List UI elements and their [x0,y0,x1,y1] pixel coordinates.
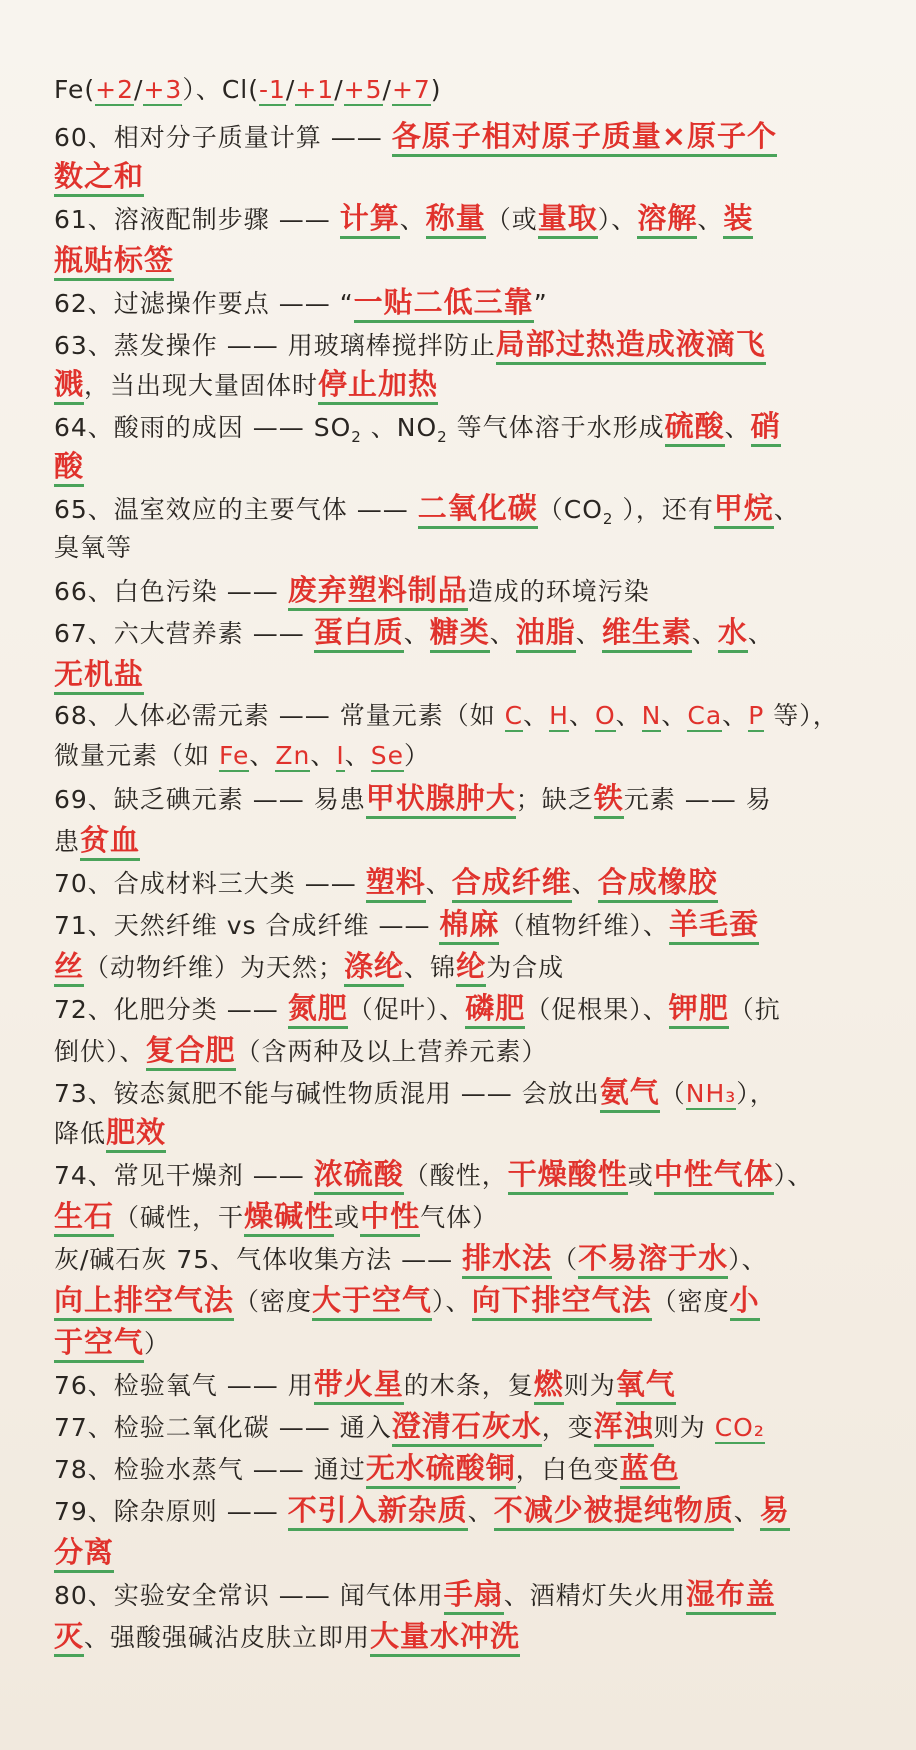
text-segment: 68、人体必需元素 —— 常量元素（如 [54,701,505,730]
text-segment: ，当出现大量固体时 [84,371,319,400]
chemical-term: +1 [295,75,335,104]
note-line [54,488,876,533]
note-line [54,528,876,568]
highlighted-term: 瓶贴标签 [54,243,174,281]
note-line [54,1154,876,1196]
text-segment: 或 [627,1161,654,1190]
highlighted-term: 澄清石灰水 [392,1409,542,1447]
highlighted-term: 排水法 [462,1241,552,1279]
text-segment: 、 [747,619,774,648]
text-segment: 71、天然纤维 vs 合成纤维 —— [54,911,440,940]
text-segment: 77、检验二氧化碳 —— 通入 [54,1413,392,1442]
highlighted-term: 大量水冲洗 [370,1619,520,1657]
text-segment: 62、过滤操作要点 —— “ [54,289,354,318]
text-segment: 微量元素（如 [54,741,219,770]
highlighted-term: 钾肥 [669,991,729,1029]
text-segment: （碱性，干 [114,1203,245,1232]
highlighted-term: 一贴二低三靠 [354,285,534,323]
text-segment: 则为 [563,1371,616,1400]
text-segment: ）， [736,1079,776,1108]
highlighted-term: 燃 [534,1367,564,1405]
text-segment: 等气体溶于水形成 [447,413,665,442]
text-segment: 61、溶液配制步骤 —— [54,205,340,234]
chemical-term: N [641,701,662,730]
text-segment: / [334,75,344,104]
highlighted-term: 不减少被提纯物质 [494,1493,734,1531]
highlighted-term: 铁 [594,781,624,819]
chemical-term: Se [370,741,405,770]
text-segment: / [382,75,392,104]
text-segment: 、 [344,741,371,770]
highlighted-term: 水 [718,615,748,653]
text-segment: ），还有 [613,495,714,524]
highlighted-term: 棉麻 [439,907,499,945]
text-segment: 元素 —— 易 [623,785,772,814]
highlighted-term: 大于空气 [312,1283,432,1321]
text-segment: 降低 [54,1119,107,1148]
text-segment: 78、检验水蒸气 —— 通过 [54,1455,366,1484]
chemical-term: -1 [258,75,286,104]
highlighted-term: 蛋白质 [314,615,404,653]
text-segment: 气体） [420,1203,499,1232]
text-segment: 为合成 [486,953,565,982]
text-segment: 、 [467,1497,494,1526]
text-segment: / [285,75,296,104]
note-line [54,904,876,946]
text-segment: ）、 [728,1245,768,1274]
highlighted-term: 向下排空气法 [472,1283,652,1321]
chemical-term: +2 [95,75,135,104]
highlighted-term: 溅 [54,367,84,405]
text-segment: 、锦 [404,953,457,982]
highlighted-term: 磷肥 [465,991,525,1029]
text-segment: （促叶）、 [347,995,466,1024]
note-line [54,198,876,240]
note-line [54,988,876,1030]
chemical-term: O [594,701,616,730]
highlighted-term: 数之和 [54,159,144,197]
highlighted-term: 涤纶 [344,949,404,987]
highlighted-term: 湿布盖 [686,1577,776,1615]
highlighted-term: 灭 [54,1619,84,1657]
text-segment: ；缺乏 [515,785,594,814]
text-segment: 、 [722,701,749,730]
chemical-term: Fe [218,741,250,770]
text-segment: （ [659,1079,686,1108]
highlighted-term: 酸 [54,449,84,487]
highlighted-term: 局部过热造成液滴飞 [496,327,766,365]
highlighted-term: 蓝色 [620,1451,680,1489]
note-line [54,406,876,451]
text-segment: （动物纤维）为天然； [84,953,345,982]
text-segment: 、 [403,619,430,648]
text-segment: 70、合成材料三大类 —— [54,869,366,898]
text-segment: 76、检验氧气 —— 用 [54,1371,314,1400]
highlighted-term: 无水硫酸铜 [366,1451,516,1489]
highlighted-term: 无机盐 [54,657,144,695]
note-line [54,446,876,488]
note-line [54,736,876,776]
note-line [54,1196,876,1238]
note-line [54,570,876,612]
chemical-term: H [549,701,569,730]
note-line [54,862,876,904]
highlighted-term: 装 [723,201,753,239]
highlighted-term: 手扇 [444,1577,504,1615]
highlighted-term: 硝 [751,409,781,447]
text-segment: 65、温室效应的主要气体 —— [54,495,418,524]
note-line [54,1490,876,1532]
highlighted-term: 生石 [54,1199,114,1237]
text-segment: 79、除杂原则 —— [54,1497,288,1526]
note-line [54,324,876,366]
highlighted-term: 不易溶于水 [578,1241,728,1279]
text-segment: （密度 [234,1287,313,1316]
text-segment: （抗 [728,995,781,1024]
highlighted-term: 带火星 [314,1367,404,1405]
chemical-term: +5 [343,75,383,104]
highlighted-term: 中性气体 [654,1157,774,1195]
text-segment: 66、白色污染 —— [54,577,288,606]
text-segment: 、 [310,741,337,770]
chemical-term: Zn [275,741,311,770]
highlighted-term: 合成橡胶 [598,865,718,903]
highlighted-term: 量取 [538,201,598,239]
note-line [54,612,876,654]
highlighted-term: 浑浊 [594,1409,654,1447]
subscript: 2 [437,428,448,446]
highlighted-term: 小 [730,1283,760,1321]
text-segment: （密度 [651,1287,730,1316]
note-line [54,1406,876,1448]
text-segment: 、 [733,1497,760,1526]
subscript: 2 [351,428,362,446]
text-segment: ） [404,741,431,770]
highlighted-term: 氨气 [600,1075,660,1113]
chemical-term: +3 [143,75,183,104]
text-segment: 、 [773,495,800,524]
text-segment: 、 [399,205,426,234]
highlighted-term: 不引入新杂质 [288,1493,468,1531]
chemical-term: +7 [391,75,431,104]
highlighted-term: 甲烷 [714,491,774,529]
text-segment: 、酒精灯失火用 [503,1581,686,1610]
chemical-term: C [504,701,524,730]
note-line [54,1280,876,1322]
text-segment: ) [430,75,442,104]
text-segment: （ [552,1245,579,1274]
note-line [54,1574,876,1616]
note-line [54,1448,876,1490]
text-segment: ）、 [773,1161,814,1190]
highlighted-term: 停止加热 [318,367,438,405]
chemical-term: CO₂ [714,1413,765,1442]
highlighted-term: 干燥酸性 [508,1157,628,1195]
text-segment: ）、Cl( [182,75,259,104]
note-line [54,778,876,820]
text-segment: ）、 [597,205,638,234]
text-segment: （植物纤维）、 [499,911,669,940]
note-line [54,364,876,406]
note-line [54,1112,876,1154]
text-segment: 倒伏）、 [54,1037,146,1066]
subscript: 2 [602,510,614,528]
text-segment: ” [533,289,548,318]
chemical-term: Ca [687,701,723,730]
highlighted-term: 丝 [54,949,84,987]
text-segment: （含两种及以上营养元素） [235,1037,548,1066]
chemical-term: I [336,741,345,770]
text-segment: （CO [537,495,603,524]
highlighted-term: 羊毛蚕 [669,907,759,945]
note-line [54,1238,876,1280]
text-segment: 80、实验安全常识 —— 闻气体用 [54,1581,444,1610]
text-segment: 、 [691,619,718,648]
highlighted-term: 于空气 [54,1325,144,1363]
text-segment: 、 [489,619,516,648]
text-segment: 患 [54,827,81,856]
highlighted-term: 甲状腺肿大 [366,781,516,819]
text-segment: 、 [571,869,598,898]
text-segment: 73、铵态氮肥不能与碱性物质混用 —— 会放出 [54,1079,600,1108]
highlighted-term: 废弃塑料制品 [288,573,468,611]
text-segment: 、强酸强碱沾皮肤立即用 [84,1623,371,1652]
highlighted-term: 塑料 [366,865,426,903]
highlighted-term: 油脂 [516,615,576,653]
note-line [54,156,876,198]
text-segment: 74、常见干燥剂 —— [54,1161,314,1190]
text-segment: 、 [724,413,751,442]
note-line [54,696,876,736]
note-line [54,654,876,696]
highlighted-term: 氧气 [616,1367,676,1405]
text-segment: 、 [425,869,452,898]
text-segment: （或 [485,205,538,234]
text-segment: 造成的环境污染 [467,577,650,606]
highlighted-term: 合成纤维 [452,865,572,903]
text-segment: 63、蒸发操作 —— 用玻璃棒搅拌防止 [54,331,496,360]
note-line [54,282,876,324]
text-segment: 、 [661,701,688,730]
text-segment: 臭氧等 [54,533,133,562]
text-segment: 、 [697,205,724,234]
highlighted-term: 燥碱性 [244,1199,334,1237]
text-segment: 、 [249,741,276,770]
text-segment: 、NO [361,413,438,442]
note-line [54,820,876,862]
text-segment: 灰/碱石灰 75、气体收集方法 —— [54,1245,463,1274]
highlighted-term: 二氧化碳 [418,491,538,529]
highlighted-term: 分离 [54,1535,114,1573]
highlighted-term: 糖类 [430,615,490,653]
text-segment: ） [144,1329,171,1358]
text-segment: 、 [575,619,602,648]
highlighted-term: 称量 [426,201,486,239]
chemical-term: P [748,701,765,730]
highlighted-term: 向上排空气法 [54,1283,234,1321]
text-segment: 72、化肥分类 —— [54,995,288,1024]
note-line [54,1364,876,1406]
text-segment: 67、六大营养素 —— [54,619,314,648]
highlighted-term: 氮肥 [288,991,348,1029]
text-segment: 或 [334,1203,361,1232]
highlighted-term: 溶解 [637,201,697,239]
text-segment: 69、缺乏碘元素 —— 易患 [54,785,366,814]
text-segment: 、 [523,701,550,730]
highlighted-term: 中性 [360,1199,420,1237]
text-segment: 64、酸雨的成因 —— SO [54,413,352,442]
text-segment: ）、 [432,1287,472,1316]
note-line [54,240,876,282]
highlighted-term: 肥效 [106,1115,166,1153]
note-line [54,1532,876,1574]
highlighted-term: 各原子相对原子质量×原子个 [392,119,777,157]
text-segment: 60、相对分子质量计算 —— [54,123,392,152]
highlighted-term: 贫血 [80,823,140,861]
highlighted-term: 纶 [456,949,486,987]
note-line [54,1072,876,1114]
text-segment: （促根果）、 [525,995,669,1024]
highlighted-term: 计算 [340,201,400,239]
text-segment: 的木条，复 [403,1371,534,1400]
note-line [54,946,876,988]
note-line [54,1322,876,1364]
text-segment: 、 [568,701,595,730]
highlighted-term: 硫酸 [665,409,725,447]
text-segment: 等）， [764,701,839,730]
highlighted-term: 维生素 [602,615,692,653]
text-segment: （酸性， [403,1161,508,1190]
text-segment: Fe( [54,75,96,104]
note-line [54,1616,876,1658]
highlighted-term: 浓硫酸 [314,1157,404,1195]
text-segment: / [134,75,144,104]
text-segment: ，白色变 [515,1455,620,1484]
note-line [54,116,876,158]
text-segment: 则为 [653,1413,715,1442]
text-segment: ，变 [541,1413,594,1442]
highlighted-term: 易 [760,1493,790,1531]
note-line [54,1030,876,1072]
note-line [54,70,876,110]
highlighted-term: 复合肥 [146,1033,236,1071]
text-segment: 、 [615,701,642,730]
chemical-term: NH₃ [685,1079,737,1108]
